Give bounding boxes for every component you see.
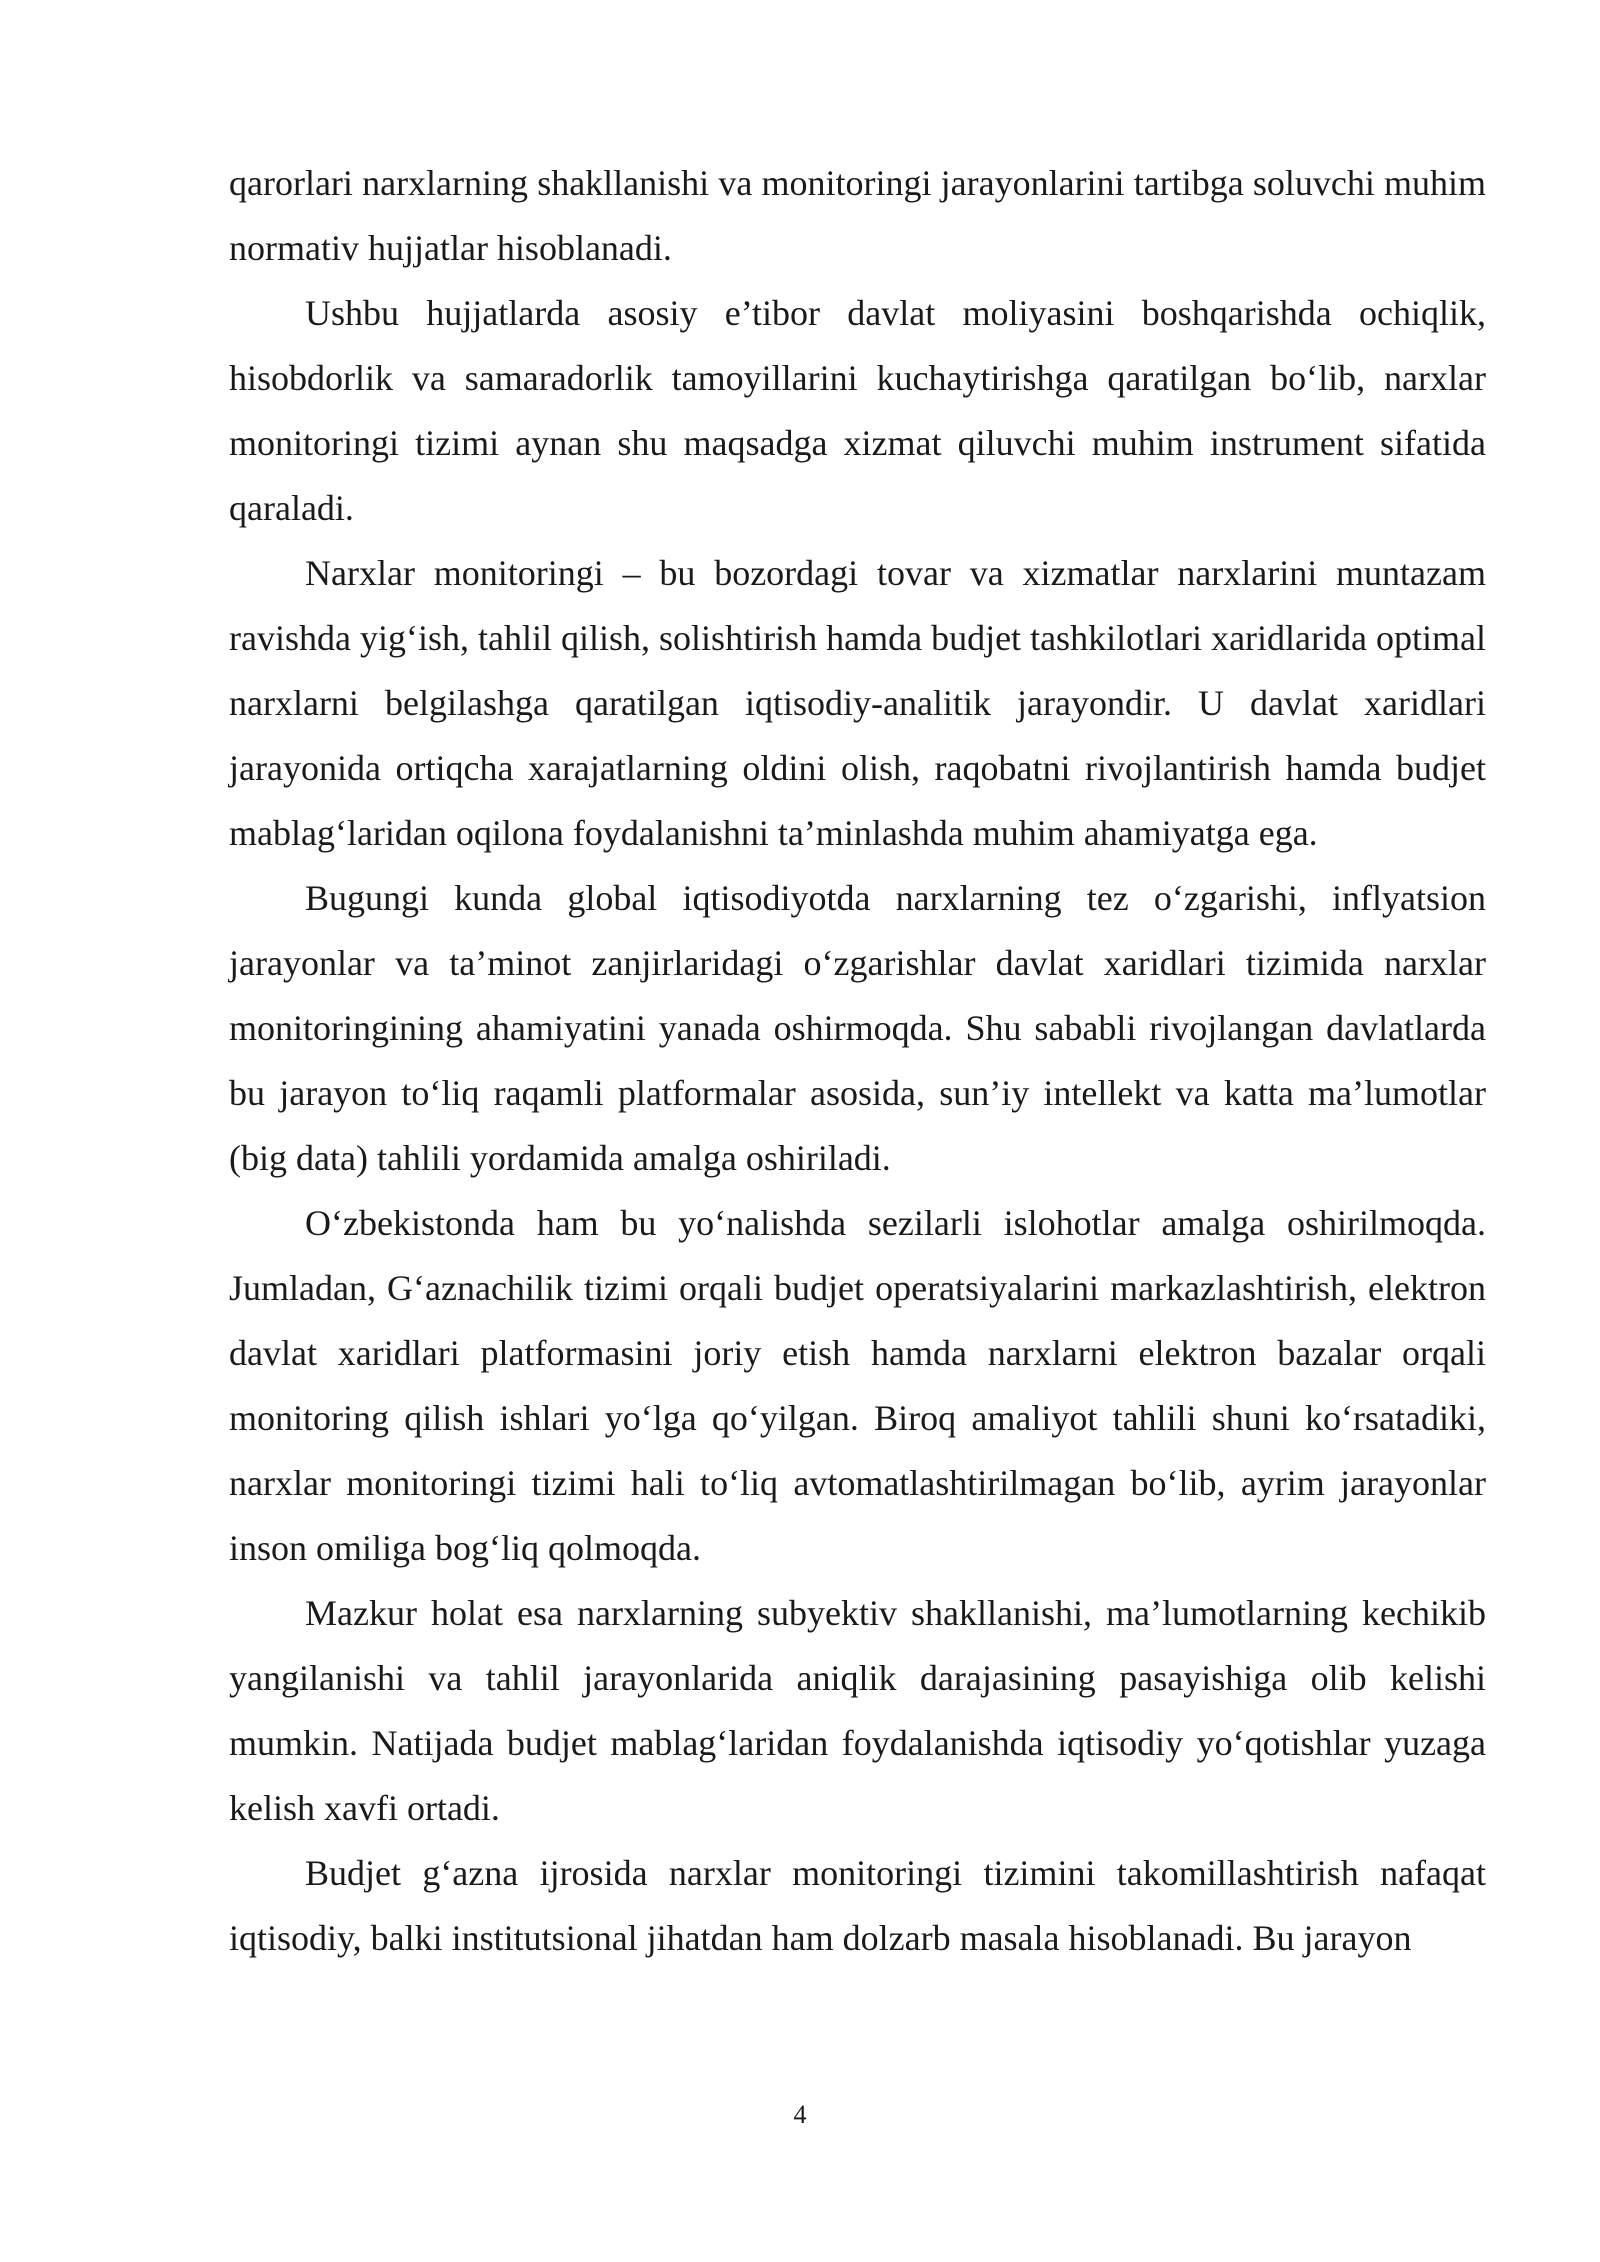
paragraph-continuation: qarorlari narxlarning shakllanishi va monitoringi jarayonlarini tartibga soluvchi muhim normativ hujjatlar hisoblanadi. [229, 163, 1486, 268]
paragraph: Narxlar monitoringi – bu bozordagi tovar va xizmatlar narxlarini muntazam ravishda yig‘ish, tahlil qilish, solishtirish hamda budjet tashkilotlari xaridlarida optimal narxlarni belgilashga qaratilgan iqtisodiy-analitik jarayondir. U davlat xaridlari jarayonida ortiqcha xarajatlarning oldini olish, raqobatni rivojlantirish hamda budjet mablag‘laridan oqilona foydalanishni ta’minlashda muhim ahamiyatga ega. [229, 553, 1486, 853]
body-text [229, 151, 1486, 1971]
paragraph: Ushbu hujjatlarda asosiy e’tibor davlat moliyasini boshqarishda ochiqlik, hisobdorlik va samaradorlik tamoyillarini kuchaytirishga qaratilgan bo‘lib, narxlar monitoringi tizimi aynan shu maqsadga xizmat qiluvchi muhim instrument sifatida qaraladi. [229, 293, 1486, 528]
paragraph: Mazkur holat esa narxlarning subyektiv shakllanishi, ma’lumotlarning kechikib yangilanishi va tahlil jarayonlarida aniqlik darajasining pasayishiga olib kelishi mumkin. Natijada budjet mablag‘laridan foydalanishda iqtisodiy yo‘qotishlar yuzaga kelish xavfi ortadi. [229, 1593, 1486, 1828]
page-number: 4 [793, 2100, 807, 2129]
paragraph: O‘zbekistonda ham bu yo‘nalishda sezilarli islohotlar amalga oshirilmoqda. Jumladan, G‘aznachilik tizimi orqali budjet operatsiyalarini markazlashtirish, elektron davlat xaridlari platformasini joriy etish hamda narxlarni elektron bazalar orqali monitoring qilish ishlari yo‘lga qo‘yilgan. Biroq amaliyot tahlili shuni ko‘rsatadiki, narxlar monitoringi tizimi hali to‘liq avtomatlashtirilmagan bo‘lib, ayrim jarayonlar inson omiliga bog‘liq qolmoqda. [229, 1203, 1486, 1568]
paragraph: Budjet g‘azna ijrosida narxlar monitoringi tizimini takomillashtirish nafaqat iqtisodiy, balki institutsional jihatdan ham dolzarb masala hisoblanadi. Bu jarayon [229, 1853, 1486, 1958]
paragraph: Bugungi kunda global iqtisodiyotda narxlarning tez o‘zgarishi, inflyatsion jarayonlar va ta’minot zanjirlaridagi o‘zgarishlar davlat xaridlari tizimida narxlar monitoringining ahamiyatini yanada oshirmoqda. Shu sababli rivojlangan davlatlarda bu jarayon to‘liq raqamli platformalar asosida, sun’iy intellekt va katta ma’lumotlar (big data) tahlili yordamida amalga oshiriladi. [229, 878, 1486, 1178]
